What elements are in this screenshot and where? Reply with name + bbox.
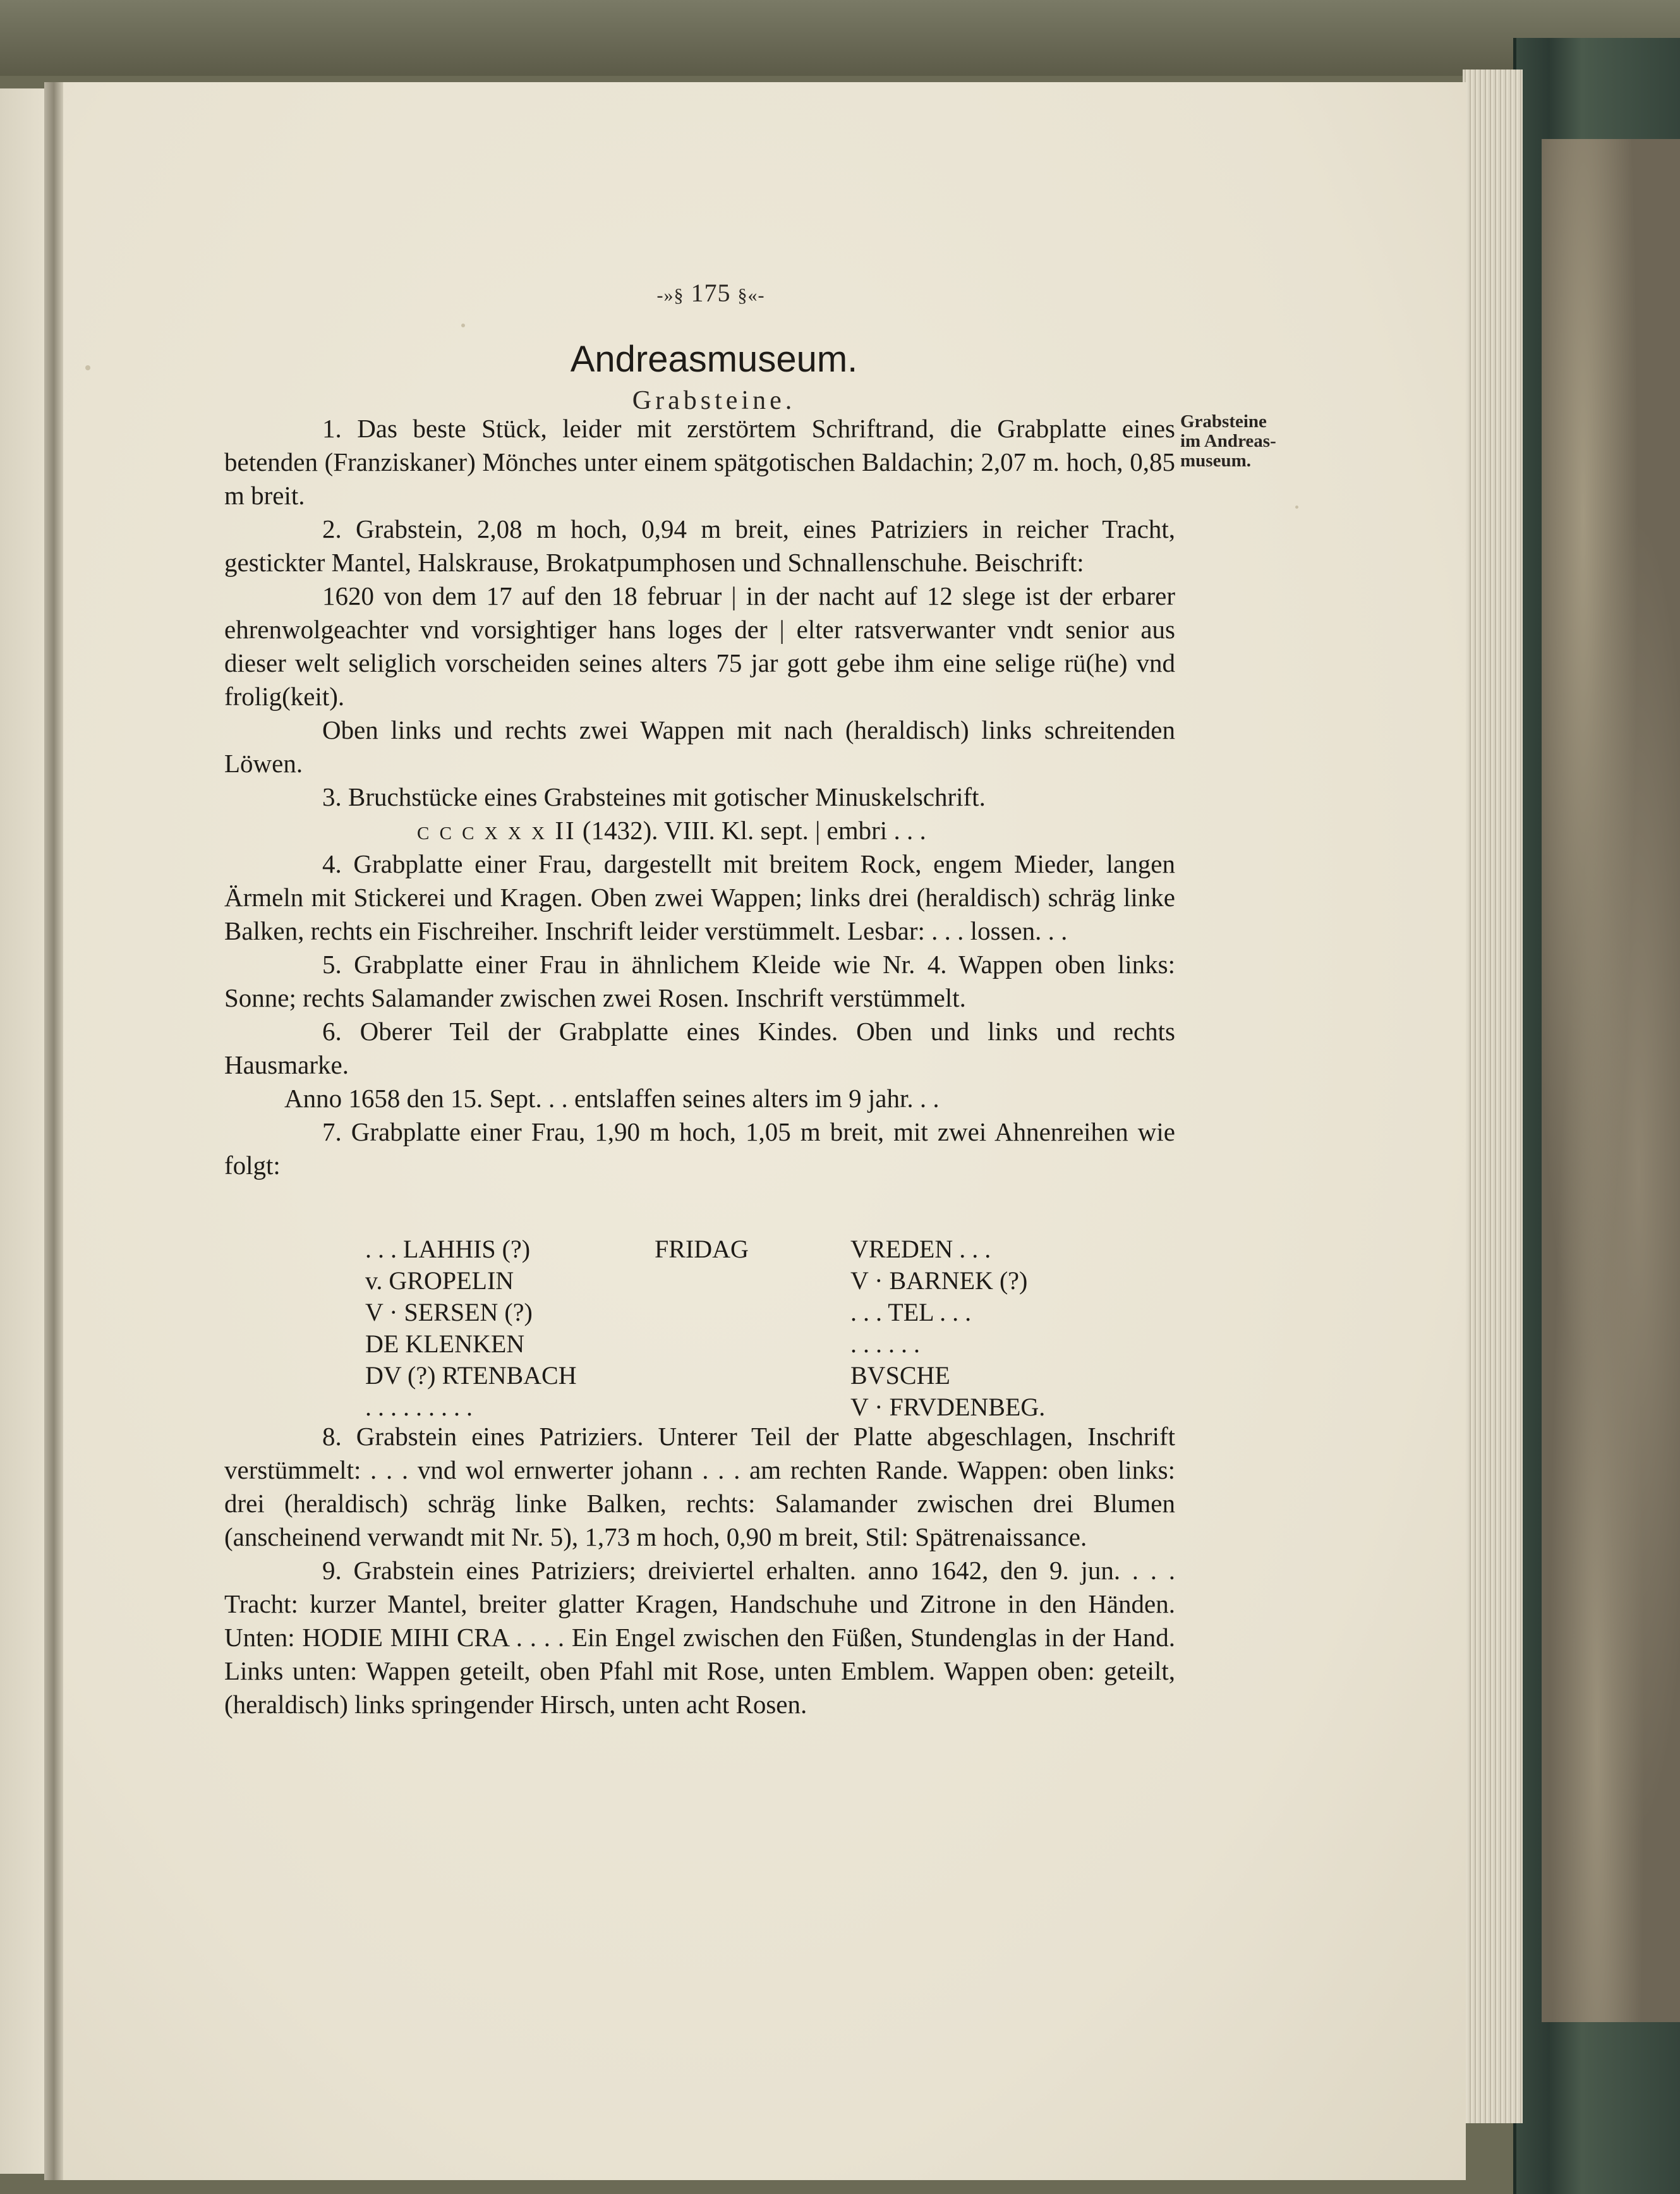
paper-spot (85, 365, 90, 370)
paragraph-1: 1. Das beste Stück, leider mit zerstörtem Schriftrand, die Grabplatte eines betenden (Franziskaner) Mönches unter einem spätgotischen Baldachin; 2,07 m. hoch, 0,85 m breit. (224, 414, 1175, 510)
section-subtitle: Grabsteine. (632, 386, 796, 415)
margin-note-line: museum. (1180, 451, 1251, 471)
ancestor-right: BVSCHE (850, 1361, 950, 1390)
ornament-right: §«- (737, 285, 765, 306)
ancestor-row (365, 1265, 1123, 1297)
paragraph-3: 3. Bruchstücke eines Grabsteines mit gotischer Minuskelschrift. (322, 782, 986, 811)
ancestor-right: . . . . . . (850, 1330, 920, 1358)
ancestor-left: . . . LAHHIS (?) (365, 1235, 531, 1263)
ancestor-left: . . . . . . . . . (365, 1393, 473, 1421)
body-text-top (224, 412, 1175, 1182)
ancestor-row (365, 1391, 1123, 1423)
marbled-cover (1542, 139, 1680, 2022)
ancestor-row (365, 1233, 1123, 1265)
paragraph-2-continuation: Oben links und rechts zwei Wappen mit nach (heraldisch) links schreitenden Löwen. (224, 715, 1175, 778)
ancestor-right: V · FRVDENBEG. (850, 1393, 1046, 1421)
body-text-bottom (224, 1420, 1175, 1721)
paragraph-6-inscription: Anno 1658 den 15. Sept. . . entslaffen seines alters im 9 jahr. . . (284, 1084, 940, 1113)
paragraph-2-inscription: 1620 von dem 17 auf den 18 februar | in der nacht auf 12 slege ist der erbarer ehrenwolgeachter vnd vorsightiger hans loges der | elter ratsverwanter vndt senior aus dieser welt seliglich vorscheiden seines alters 75 jar gott gebe ihm eine selige rü(he) vnd frolig(keit). (224, 581, 1175, 711)
ancestor-left: DV (?) RTENBACH (365, 1361, 577, 1390)
left-page-edge (0, 88, 51, 2174)
ancestor-left: v. GROPELIN (365, 1266, 514, 1295)
paragraph-3-inscription (224, 814, 1175, 847)
ancestor-left: DE KLENKEN (365, 1330, 525, 1358)
paper-spot (1295, 506, 1298, 509)
paragraph-8: 8. Grabstein eines Patriziers. Unterer Teil der Platte abgeschlagen, Inschrift verstümmelt: . . . vnd wol ernwerter johann . . . am rechten Rande. Wappen: oben links: drei (heraldisch) schräg linke Balken, rechts: Salamander zwischen drei Blumen (anscheinend verwandt mit Nr. 5), 1,73 m hoch, 0,90 m breit, Stil: Spätrenaissance. (224, 1422, 1175, 1551)
paragraph-2: 2. Grabstein, 2,08 m hoch, 0,94 m breit, eines Patriziers in reicher Tracht, gestickter Mantel, Halskrause, Brokatpumphosen und Schnallenschuhe. Beischrift: (224, 514, 1175, 577)
paragraph-7: 7. Grabplatte einer Frau, 1,90 m hoch, 1,05 m breit, mit zwei Ahnenreihen wie folgt: (224, 1117, 1175, 1180)
book-gutter (44, 82, 63, 2180)
ancestor-list (365, 1233, 1123, 1423)
margin-note-line: Grabsteine (1180, 411, 1267, 432)
ornament-left: -»§ (656, 285, 684, 306)
margin-note-line: im Andreas- (1180, 431, 1276, 451)
ancestor-right: V · BARNEK (?) (850, 1266, 1028, 1295)
ancestor-right: VREDEN . . . (850, 1235, 991, 1263)
background (0, 0, 1680, 76)
paragraph-4: 4. Grabplatte einer Frau, dargestellt mit breitem Rock, engem Mieder, langen Ärmeln mit Stickerei und Kragen. Oben zwei Wappen; links drei (heraldisch) schräg linke Balken, rechts ein Fischreiher. Inschrift leider verstümmelt. Lesbar: . . . lossen. . . (224, 849, 1175, 945)
page-number-line (603, 278, 818, 308)
ancestor-right: . . . TEL . . . (850, 1298, 972, 1326)
ancestor-middle: FRIDAG (655, 1235, 749, 1263)
paragraph-6: 6. Oberer Teil der Grabplatte eines Kindes. Oben und links und rechts Hausmarke. (224, 1017, 1175, 1079)
paper-spot (461, 324, 465, 327)
ancestor-row (365, 1297, 1123, 1328)
ancestor-left: V · SERSEN (?) (365, 1298, 533, 1326)
ancestor-row (365, 1360, 1123, 1391)
paragraph-9: 9. Grabstein eines Patriziers; dreiviertel erhalten. anno 1642, den 9. jun. . . . Tracht: kurzer Mantel, breiter glatter Kragen, Handschuhe und Zitrone in den Händen. Unten: HODIE MIHI CRA . . . . Ein Engel zwischen den Füßen, Stundenglas in der Hand. Links unten: Wappen geteilt, oben Pfahl mit Rose, unten Emblem. Wappen oben: geteilt, (heraldisch) links springender Hirsch, unten acht Rosen. (224, 1556, 1175, 1719)
page-title: Andreasmuseum. (570, 339, 858, 380)
page-number: 175 (691, 279, 731, 307)
paragraph-5: 5. Grabplatte einer Frau in ähnlichem Kleide wie Nr. 4. Wappen oben links: Sonne; rechts Salamander zwischen zwei Rosen. Inschrift verstümmelt. (224, 950, 1175, 1012)
inscription-numeral: c c c x x x II (417, 816, 576, 845)
ancestor-row (365, 1328, 1123, 1360)
margin-note (1180, 412, 1307, 471)
inscription-rest: (1432). VIII. Kl. sept. | embri . . . (582, 816, 926, 845)
page-edges (1463, 70, 1523, 2123)
